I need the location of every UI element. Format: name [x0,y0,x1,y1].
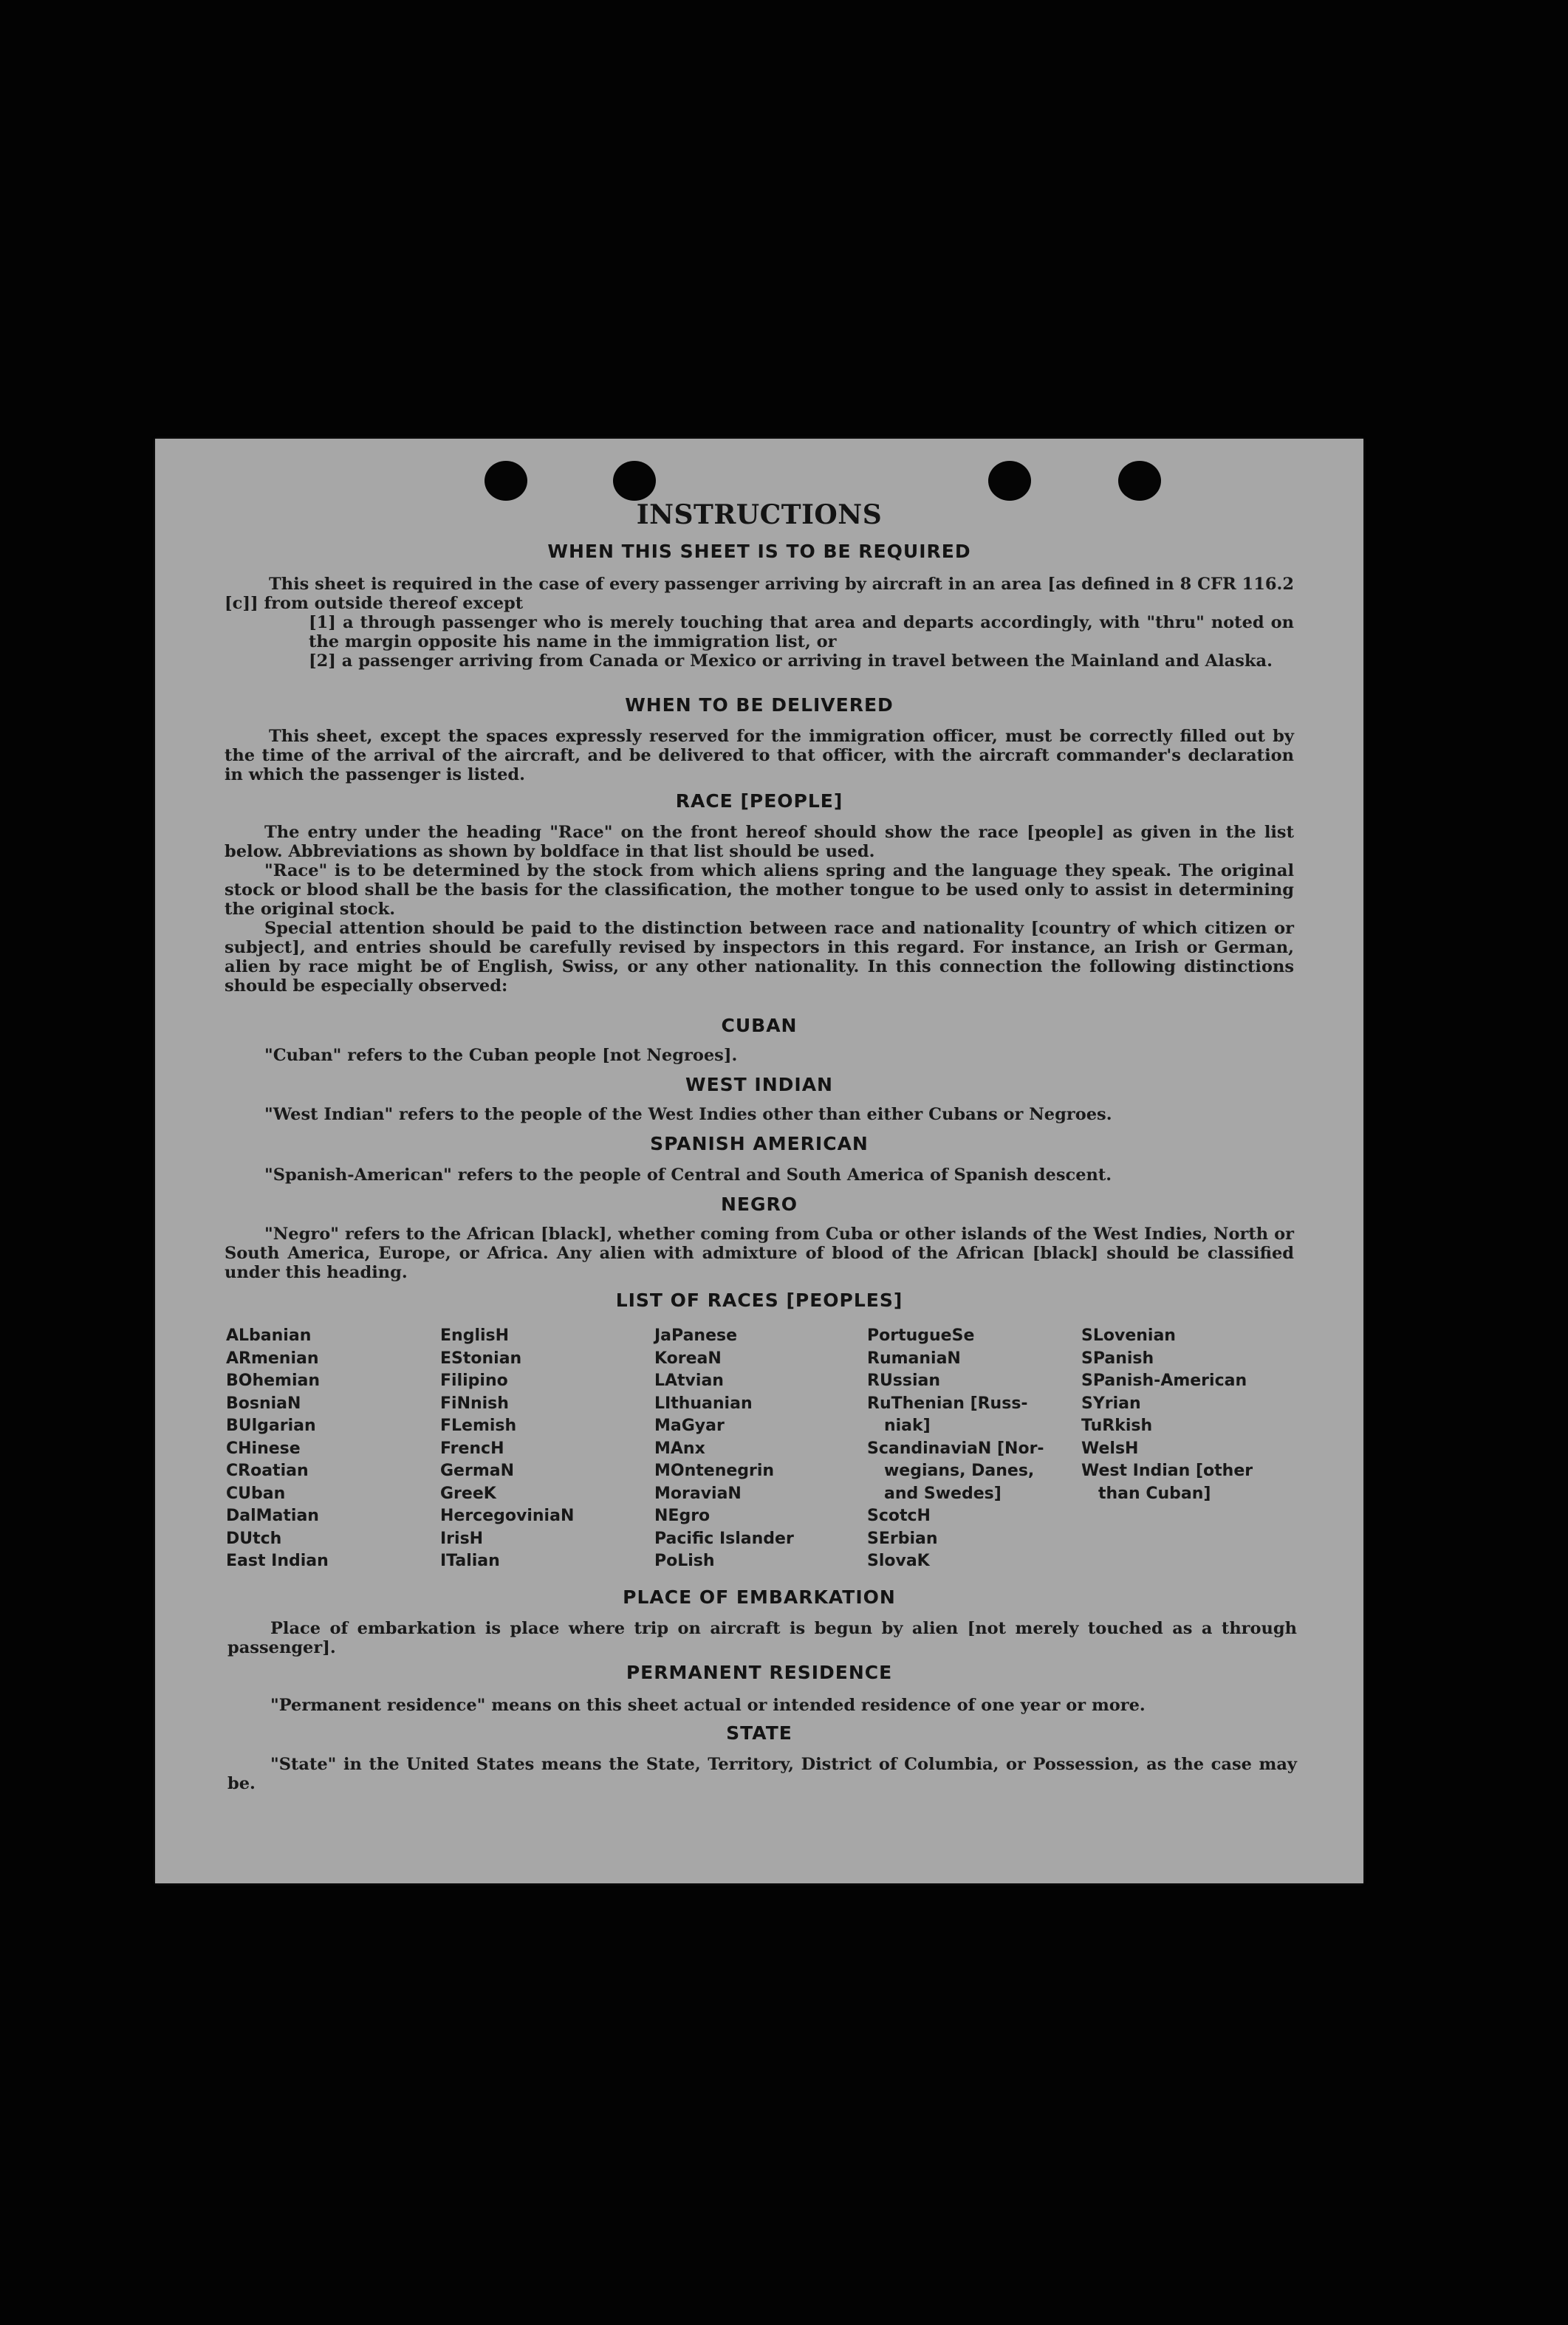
race-item: RuThenian [Russ- [867,1394,1028,1413]
race-item: and Swedes] [867,1484,1002,1503]
punch-hole [1118,461,1161,501]
race-item: ARmenian [226,1349,319,1368]
race-item: FLemish [440,1417,517,1435]
races-column-4 [867,1325,1044,1573]
race-item: FiNnish [440,1394,509,1413]
race-item: wegians, Danes, [867,1462,1035,1480]
race-item: RumaniaN [867,1349,961,1368]
heading-negro: NEGRO [720,1194,798,1215]
races-column-3 [654,1325,794,1573]
race-paragraph-3: Special attention should be paid to the distinction between race and nationality [country of which citizen or subject], and entries should be carefully revised by inspectors in this regard. For instance, an Irish or German, alien by race might be of English, Swiss, or any other nationality. In this connection the following distinctions should be especially observed: [225,919,1294,996]
race-item: KoreaN [654,1349,722,1368]
race-item: SYrian [1081,1394,1141,1413]
race-item: WelsH [1081,1439,1139,1458]
race-item: TuRkish [1081,1417,1153,1435]
race-item: BOhemian [226,1372,321,1390]
heading-spanish-american: SPANISH AMERICAN [650,1133,869,1154]
race-item: ITalian [440,1552,500,1570]
race-item: HercegoviniaN [440,1507,575,1525]
punch-hole [613,461,656,501]
race-item: SPanish-American [1081,1372,1247,1390]
race-item: LIthuanian [654,1394,753,1413]
race-item: LAtvian [654,1372,724,1390]
race-item: MaGyar [654,1417,725,1435]
race-item: MOntenegrin [654,1462,775,1480]
negro-text: "Negro" refers to the African [black], whether coming from Cuba or other islands of the West Indies, North or South America, Europe, or Africa. Any alien with admixture of blood of the African [black] should be classified under this heading. [225,1225,1294,1282]
heading-cuban: CUBAN [721,1015,798,1036]
race-paragraph-1: The entry under the heading "Race" on the front hereof should show the race [people] as given in the list below. Abbreviations as shown by boldface in that list should be used. [225,823,1294,861]
race-item: Pacific Islander [654,1529,794,1548]
delivered-text: This sheet, except the spaces expressly reserved for the immigration officer, must be correctly filled out by the time of the arrival of the aircraft, and be delivered to that officer, with the aircraft commander's declaration in which the passenger is listed. [225,727,1294,784]
punch-hole [485,461,527,501]
race-item: JaPanese [654,1326,738,1345]
race-item: ScotcH [867,1507,931,1525]
races-column-1 [226,1325,329,1573]
heading-race: RACE [PEOPLE] [675,790,843,812]
race-item: West Indian [other [1081,1462,1253,1480]
race-item: CHinese [226,1439,301,1458]
race-item: GermaN [440,1462,515,1480]
instruction-sheet [155,439,1363,1883]
heading-delivered: WHEN TO BE DELIVERED [625,694,894,716]
race-item: SErbian [867,1529,938,1548]
spanish-american-text: "Spanish-American" refers to the people of Central and South America of Spanish descent. [264,1165,1112,1185]
heading-when-required: WHEN THIS SHEET IS TO BE REQUIRED [547,541,971,562]
race-item: NEgro [654,1507,711,1525]
race-item: BUlgarian [226,1417,316,1435]
when-required-intro: This sheet is required in the case of every passenger arriving by aircraft in an area [as defined in 8 CFR 116.2 [c]] from outside thereof except [225,575,1294,613]
race-item: RUssian [867,1372,941,1390]
race-item: ScandinaviaN [Nor- [867,1439,1044,1458]
cuban-text: "Cuban" refers to the Cuban people [not Negroes]. [264,1046,738,1065]
race-item: EStonian [440,1349,522,1368]
race-item: DUtch [226,1529,282,1548]
heading-list-of-races: LIST OF RACES [PEOPLES] [615,1290,903,1311]
race-paragraph-2: "Race" is to be determined by the stock from which aliens spring and the language they speak. The original stock or blood shall be the basis for the classification, the mother tongue to be used only to assist in determining the original stock. [225,861,1294,919]
race-item: PortugueSe [867,1326,975,1345]
race-item: IrisH [440,1529,484,1548]
race-item: CRoatian [226,1462,309,1480]
race-item: EnglisH [440,1326,510,1345]
race-item: SlovaK [867,1552,930,1570]
heading-state: STATE [726,1722,792,1744]
race-item: DalMatian [226,1507,319,1525]
race-item: CUban [226,1484,286,1503]
race-item: East Indian [226,1552,329,1570]
when-required-item-1: [1] a through passenger who is merely touching that area and departs accordingly, with "thru" noted on the margin opposite his name in the immigration list, or [309,613,1294,651]
race-item: ALbanian [226,1326,312,1345]
residence-text: "Permanent residence" means on this sheet actual or intended residence of one year or more. [270,1696,1146,1715]
race-item: GreeK [440,1484,496,1503]
race-item: MoraviaN [654,1484,742,1503]
heading-residence: PERMANENT RESIDENCE [626,1662,893,1683]
race-item: PoLish [654,1552,715,1570]
when-required-item-2: [2] a passenger arriving from Canada or Mexico or arriving in travel between the Mainland and Alaska. [309,651,1273,671]
embarkation-text: Place of embarkation is place where trip on aircraft is begun by alien [not merely touched as a through passenger]. [227,1619,1297,1657]
race-item: Filipino [440,1372,508,1390]
races-column-5 [1081,1325,1253,1505]
heading-west-indian: WEST INDIAN [685,1074,833,1095]
race-item: BosniaN [226,1394,301,1413]
page-title: INSTRUCTIONS [636,499,883,530]
punch-hole [988,461,1031,501]
race-item: FrencH [440,1439,504,1458]
west-indian-text: "West Indian" refers to the people of the West Indies other than either Cubans or Negroes. [264,1105,1112,1124]
race-item: than Cuban] [1081,1484,1211,1503]
races-column-2 [440,1325,574,1573]
race-item: SPanish [1081,1349,1154,1368]
heading-embarkation: PLACE OF EMBARKATION [623,1586,896,1608]
race-item: niak] [867,1417,931,1435]
race-item: SLovenian [1081,1326,1176,1345]
state-text: "State" in the United States means the State, Territory, District of Columbia, or Possession, as the case may be. [227,1755,1297,1793]
race-item: MAnx [654,1439,705,1458]
